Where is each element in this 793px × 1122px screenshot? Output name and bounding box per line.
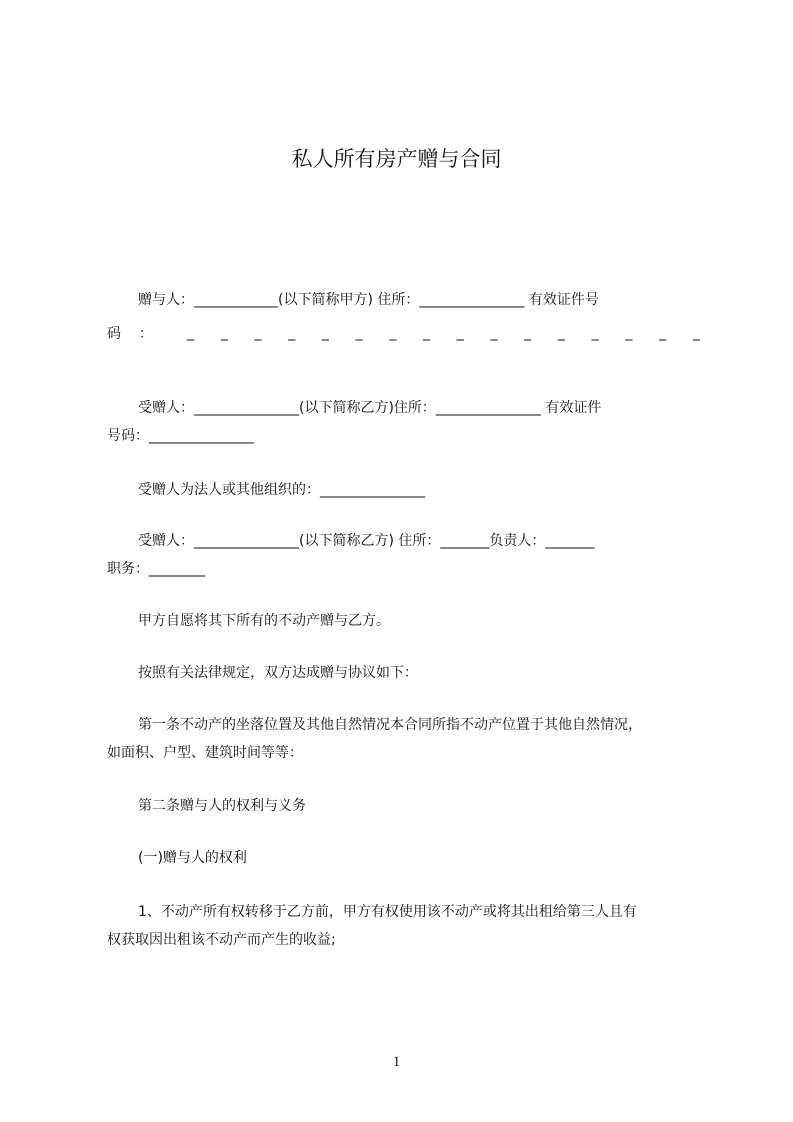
position-line: 职务：________ <box>107 561 205 577</box>
page-number: 1 <box>392 1054 401 1070</box>
blank-mark: _ <box>591 325 599 341</box>
legal-person-line: 受赠人为法人或其他组织的：_______________ <box>138 482 425 498</box>
paragraph: 按照有关法律规定，双方达成赠与协议如下： <box>138 665 418 681</box>
donee-org-line: 受赠人：_______________(以下简称乙方) 住所：_______负责人：_______ <box>138 533 595 549</box>
clause-1: 1、不动产所有权转移于乙方前，甲方有权使用该不动产或将其出租给第三人且有 <box>138 904 637 920</box>
document-title: 私人所有房产赠与合同 <box>291 147 502 171</box>
blank-mark: _ <box>220 325 228 341</box>
blank-mark: _ <box>490 325 498 341</box>
id-blank-field <box>187 325 700 341</box>
donee-line: 受赠人：_______________(以下简称乙方)住所：_______________ 有效证件 <box>138 400 602 416</box>
donor-line: 赠与人：____________(以下简称甲方) 住所：_______________ 有效证件号 <box>138 292 599 308</box>
article-2-heading: 第二条赠与人的权利与义务 <box>138 798 306 814</box>
blank-mark: _ <box>659 325 667 341</box>
donee-id-line: 号码：_______________ <box>107 428 254 444</box>
blank-mark: _ <box>288 325 296 341</box>
blank-mark: _ <box>254 325 262 341</box>
blank-mark: _ <box>187 325 194 341</box>
blank-mark: _ <box>389 325 397 341</box>
article-1-cont: 如面积、户型、建筑时间等等： <box>107 745 303 761</box>
blank-mark: _ <box>423 325 431 341</box>
donor-id-line <box>107 323 700 343</box>
blank-mark: _ <box>456 325 464 341</box>
blank-mark: _ <box>524 325 532 341</box>
section-heading: (一)赠与人的权利 <box>138 850 247 866</box>
blank-mark: _ <box>692 325 700 341</box>
clause-1-cont: 权获取因出租该不动产而产生的收益; <box>107 932 336 948</box>
blank-mark: _ <box>355 325 363 341</box>
blank-mark: _ <box>625 325 633 341</box>
paragraph: 甲方自愿将其下所有的不动产赠与乙方。 <box>138 613 390 629</box>
blank-mark: _ <box>321 325 329 341</box>
article-1: 第一条不动产的坐落位置及其他自然情况本合同所指不动产位置于其他自然情况， <box>138 717 642 733</box>
id-label: 码 ： <box>107 326 153 342</box>
blank-mark: _ <box>557 325 565 341</box>
